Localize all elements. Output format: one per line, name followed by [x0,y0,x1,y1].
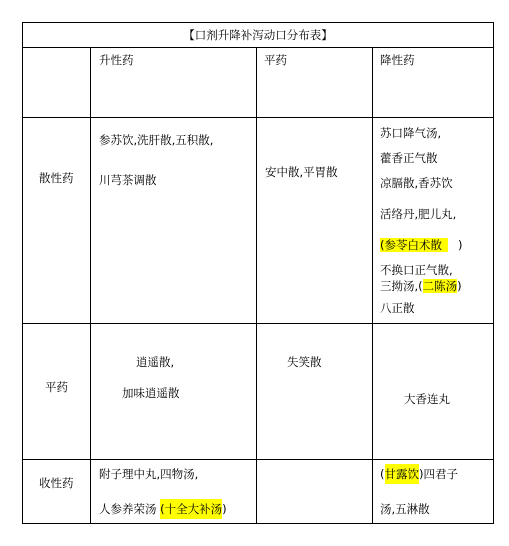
disperse-fall-line7-post: ) [457,279,462,293]
disperse-rise-cell [91,118,257,324]
astringe-rise-cell [91,460,257,524]
highlight-shiquandabutang: (十全大补汤 [160,499,222,519]
disperse-fall-line7 [380,279,462,293]
highlight-erchentang: 二陈汤 [422,279,458,293]
row-label-cell [23,118,91,324]
formula-table [22,22,494,524]
astringe-fall-cell [373,460,494,524]
astringe-rise-line1: 附子理中丸,四物汤, [99,467,199,481]
table-title: 【口剂升降补泻动口分布表】 [23,23,494,48]
neutral-rise-cell [91,324,257,460]
astringe-rise-line2 [99,502,227,516]
highlight-shenlingbaizhusan: 参苓白术散 [385,238,449,252]
disperse-fall-line5 [380,238,463,252]
neutral-rise-line2: 加味逍遥散 [122,386,180,400]
astringe-fall-line1-open: ( [380,467,385,481]
row-label-cell [23,460,91,524]
disperse-rise-line1: 参苏饮,洗肝散,五积散, [99,133,214,147]
highlight-ganluyin: 甘露饮 [385,464,420,484]
astringe-rise-line2-pre: 人参养荣汤 [99,502,157,516]
astringe-neutral-cell [257,460,373,524]
disperse-fall-line2: 藿香正气散 [380,151,438,165]
astringe-fall-line1-post: )四君子 [419,467,458,481]
disperse-fall-line5-close: ) [458,238,463,252]
disperse-fall-line3: 凉膈散,香苏饮 [380,176,453,190]
disperse-fall-line7-pre: 三拗汤,( [380,279,423,293]
astringe-fall-line2: 汤,五淋散 [380,502,430,516]
header-neutral-cell [257,48,373,118]
disperse-fall-line4: 活络丹,肥儿丸, [380,207,457,221]
disperse-rise-line2: 川芎茶调散 [99,173,157,187]
disperse-neutral-text: 安中散,平胃散 [265,165,338,179]
disperse-fall-line1: 苏口降气汤, [380,126,442,140]
astringe-fall-line1 [380,467,458,481]
disperse-fall-cell [373,118,494,324]
header-rise: 升性药 [99,53,134,67]
astringe-rise-line2-post: ) [222,502,227,516]
neutral-rise-line1: 逍遥散, [136,355,175,369]
neutral-neutral-cell [257,324,373,460]
header-rise-cell [91,48,257,118]
neutral-neutral-text: 失笑散 [287,355,322,369]
header-empty-cell [23,48,91,118]
row-label-neutral: 平药 [45,380,68,394]
row-label-cell [23,324,91,460]
neutral-fall-cell [373,324,494,460]
row-label-disperse: 散性药 [39,171,74,185]
neutral-fall-text: 大香连丸 [404,392,450,406]
disperse-fall-line5-open: ( [380,238,385,252]
disperse-fall-line8: 八正散 [380,301,415,315]
row-label-astringe: 收性药 [39,476,74,490]
disperse-neutral-cell [257,118,373,324]
disperse-fall-line6: 不换口正气散, [380,263,453,277]
header-fall-cell [373,48,494,118]
header-fall: 降性药 [380,53,415,67]
header-neutral: 平药 [264,53,287,67]
